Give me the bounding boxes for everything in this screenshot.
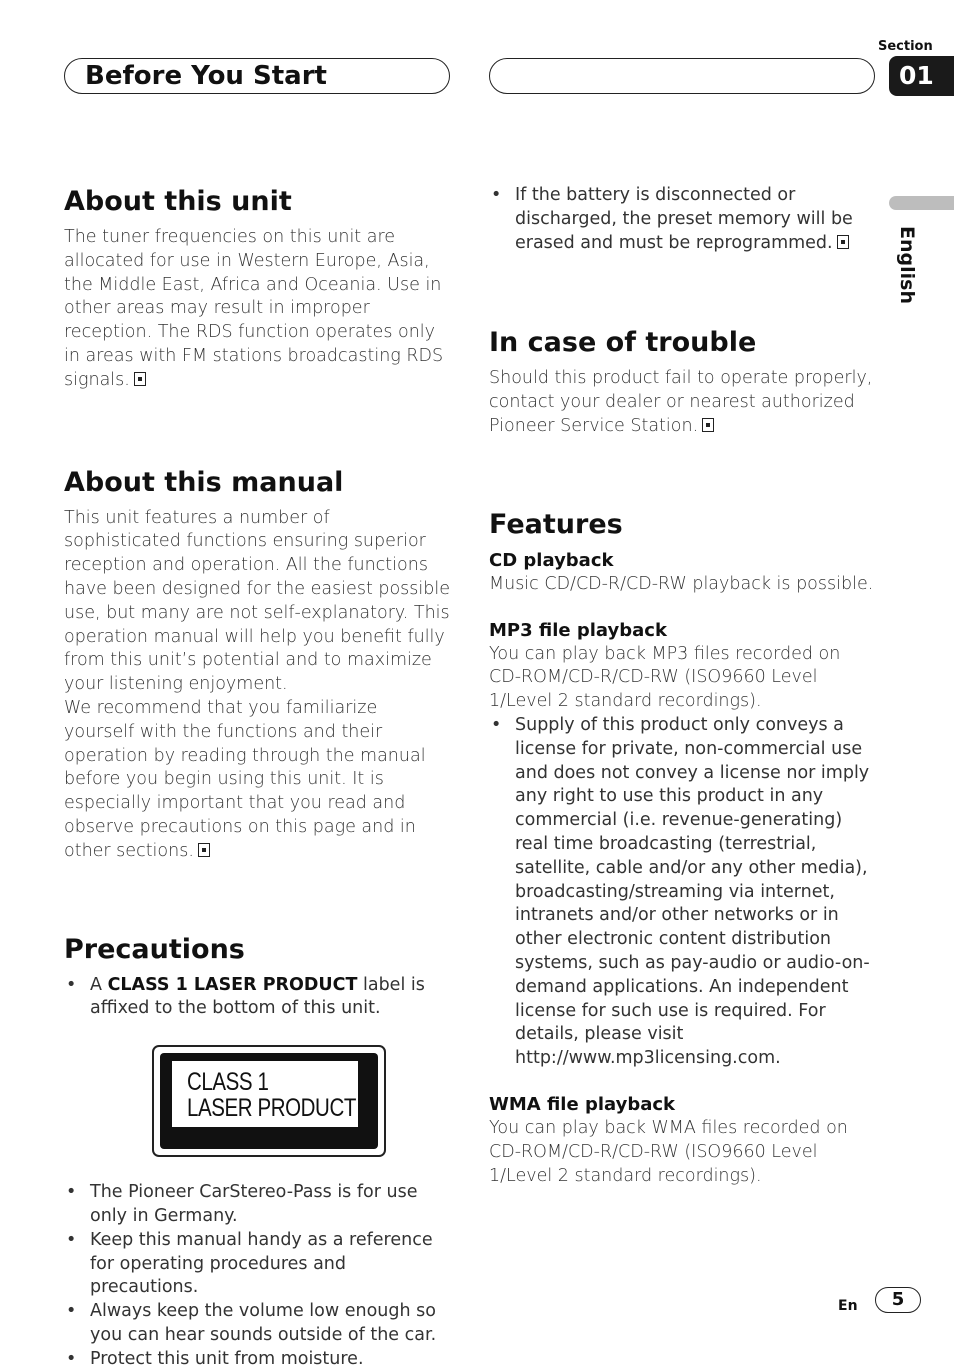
- trouble-body: Should this product fail to operate properly, contact your dealer or nearest authorized Pioneer Service Station.: [489, 368, 873, 436]
- laser-label-line-1: CLASS 1: [187, 1068, 269, 1097]
- section-label: Section: [878, 39, 933, 54]
- section-number-tab: 01: [889, 56, 954, 96]
- laser-product-label: [152, 1045, 386, 1157]
- about-manual-body-1: This unit features a number of sophisticated functions ensuring superior reception and operation. All the functions have been designed for the easiest possible use, but many are not self-explanatory. This operation manual will help you benefit fully from this unit’s potential and to maximize your listening enjoyment.: [64, 507, 451, 695]
- battery-note-list: [489, 184, 877, 255]
- mp3-license-list: [489, 714, 877, 1071]
- language-tab: [889, 196, 954, 210]
- about-unit-section: [64, 184, 452, 393]
- precautions-heading: Precautions: [64, 933, 245, 965]
- features-section: [489, 507, 877, 1189]
- about-unit-body: The tuner frequencies on this unit are allocated for use in Western Europe, Asia, the Middle East, Africa and Oceania. Use in other areas may result in improper reception. The RDS function operates only in areas with FM stations broadcasting RDS signals.: [64, 227, 444, 390]
- footer-language-code: En: [838, 1298, 858, 1314]
- list-item: • Keep this manual handy as a reference for operating procedures and precautions.: [64, 1229, 452, 1300]
- about-manual-section: [64, 465, 452, 864]
- precautions-list: [64, 1181, 452, 1371]
- right-column: [489, 184, 877, 1188]
- features-heading: Features: [489, 508, 623, 540]
- about-unit-heading: About this unit: [64, 186, 292, 217]
- trouble-heading: In case of trouble: [489, 327, 757, 359]
- mp3-playback-heading: MP3 file playback: [489, 619, 667, 641]
- cd-playback-heading: CD playback: [489, 549, 614, 571]
- about-manual-body-2: We recommend that you familiarize yourself with the functions and their operation by reading through the manual before you begin using this unit. It is especially important that you read and observe precautions on this page and in other sections.: [64, 697, 426, 861]
- list-item: • The Pioneer CarStereo-Pass is for use only in Germany.: [64, 1181, 452, 1229]
- wma-playback-body: You can play back WMA files recorded on CD-ROM/CD-R/CD-RW (ISO9660 Level 1/Level 2 standard recordings).: [489, 1117, 848, 1186]
- chapter-title: Before You Start: [85, 61, 327, 91]
- list-item: • Supply of this product only conveys a license for private, non-commercial use and does not convey a license nor imply any right to use this product in any commercial (i.e. revenue-generating) real time broadcasting (terrestrial, satellite, cable and/or any other media), broadcasting/streaming via internet, intranets and/or other networks or in other electronic content distribution systems, such as pay-audio or audio-on-demand applications. An independent license for such use is required. For details, please visit http://www.mp3licensing.com.: [489, 714, 877, 1071]
- precautions-list-top: [64, 974, 452, 1022]
- cd-playback-body: Music CD/CD-R/CD-RW playback is possible.: [489, 573, 874, 594]
- laser-label-line-2: LASER PRODUCT: [187, 1094, 356, 1123]
- end-mark-icon: [198, 843, 210, 857]
- wma-playback-heading: WMA file playback: [489, 1093, 676, 1115]
- precautions-section: [64, 932, 452, 1372]
- mp3-playback-body: You can play back MP3 files recorded on CD-ROM/CD-R/CD-RW (ISO9660 Level 1/Level 2 standard recordings).: [489, 643, 841, 712]
- list-item: • Protect this unit from moisture.: [64, 1348, 452, 1372]
- end-mark-icon: [134, 372, 146, 386]
- list-item: • Always keep the volume low enough so you can hear sounds outside of the car.: [64, 1300, 452, 1348]
- page-number: 5: [875, 1287, 921, 1313]
- list-item: • If the battery is disconnected or discharged, the preset memory will be erased and must be reprogrammed.: [489, 184, 877, 255]
- end-mark-icon: [702, 418, 714, 432]
- about-manual-heading: About this manual: [64, 466, 344, 498]
- language-label: English: [896, 226, 918, 304]
- list-item: • A CLASS 1 LASER PRODUCT label is affixed to the bottom of this unit.: [64, 974, 452, 1022]
- header-blank-frame: [489, 58, 875, 94]
- end-mark-icon: [837, 235, 849, 249]
- trouble-section: [489, 325, 877, 438]
- left-column: [64, 184, 452, 1372]
